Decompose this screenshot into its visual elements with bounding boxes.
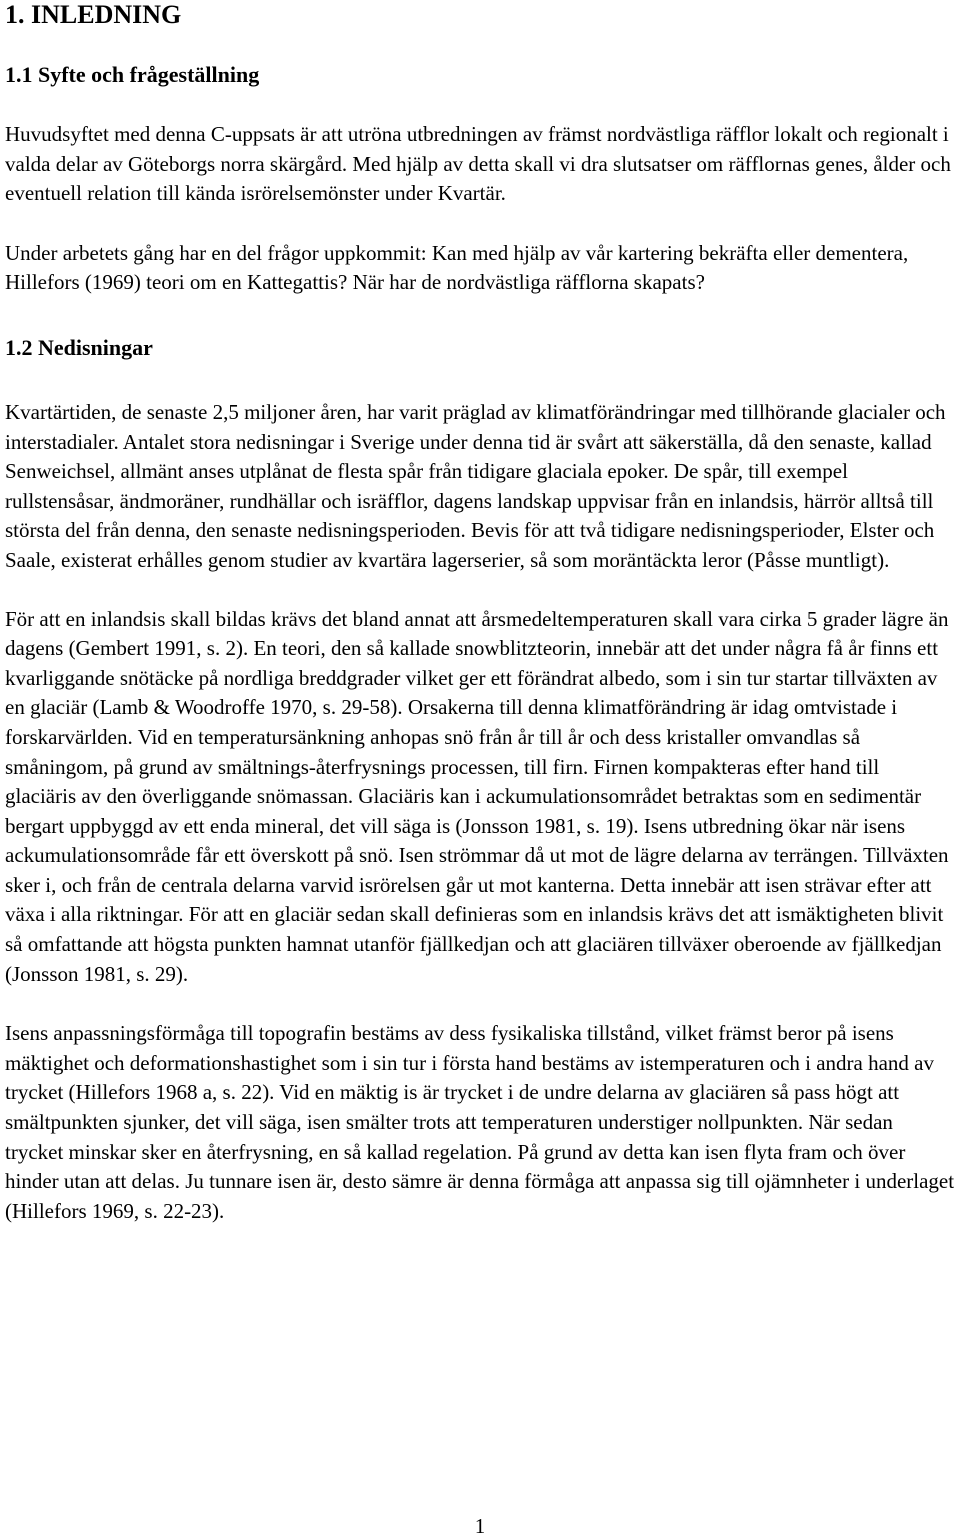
section-heading-nedisningar: 1.2 Nedisningar — [5, 334, 153, 360]
paragraph-syfte: Huvudsyftet med denna C-uppsats är att utröna utbredningen av främst nordvästliga räfflor lokalt och regionalt i valda delar av Göteborgs norra skärgård. Med hjälp av detta skall vi dra slutsatser om räfflornas genes, ålder och eventuell relation till kända isrörelsemönster under Kvartär. — [5, 122, 951, 206]
paragraph-fragor: Under arbetets gång har en del frågor uppkommit: Kan med hjälp av vår kartering bekräfta eller dementera, Hillefors (1969) teori om en Kattegattis? När har de nordvästliga räfflorna skapats? — [5, 240, 909, 295]
paragraph-kvartartiden: Kvartärtiden, de senaste 2,5 miljoner åren, har varit präglad av klimatförändringar med tillhörande glacialer och interstadialer. Antalet stora nedisningar i Sverige under denna tid är svårt att säkerställa, då den senaste, kallad Senweichsel, allmänt anses utplånat de flesta spår från tidigare glaciala epoker. De spår, till exempel rullstensåsar, ändmoräner, rundhällar och isräfflor, dagens landskap uppvisar från en inlandsis, härrör alltså till största del från denna, den senaste nedisningsperioden. Bevis för att två tidigare nedisningsperioder, Elster och Saale, existerat erhålles genom studier av kvartära lagerserier, så som moräntäckta leror (Påsse muntligt). — [5, 399, 946, 572]
page-number: 1 — [474, 1514, 486, 1538]
paragraph-inlandsis-bildning: För att en inlandsis skall bildas krävs det bland annat att årsmedeltemperaturen skall vara cirka 5 grader lägre än dagens (Gembert 1991, s. 2). En teori, den så kallade snowblitzteorin, innebär att det under några få år finns ett kvarliggande snötäcke på nordliga breddgrader vilket ger ett förändrat albedo, som i sin tur startar tillväxten av en glaciär (Lamb & Woodroffe 1970, s. 29-58). Orsakerna till denna klimatförändring är idag omtvistade i forskarvärlden. Vid en temperatursänkning anhopas snö från år till år och dess kristaller omvandlas så småningom, på grund av smältnings-återfrysnings processen, till firn. Firnen kompakteras efter hand till glaciäris av den överliggande snömassan. Glaciäris kan i ackumulationsområdet betraktas som en sedimentär bergart uppbyggd av ett enda mineral, det vill säga is (Jonsson 1981, s. 19). Isens utbredning ökar när isens ackumulationsområde får ett överskott på snö. Isen strömmar då ut mot de lägre delarna av terrängen. Tillväxten sker i, och från de centrala delarna varvid isrörelsen går ut mot kanterna. Detta innebär att isen strävar efter att växa i alla riktningar. För att en glaciär sedan skall definieras som en inlandsis krävs det att ismäktigheten blivit så omfattande att högsta punkten hamnat utanför fjällkedjan och att glaciären tillväxer oberoende av fjällkedjan (Jonsson 1981, s. 29). — [5, 606, 949, 986]
paragraph-anpassningsformaga: Isens anpassningsförmåga till topografin bestäms av dess fysikaliska tillstånd, vilket främst beror på isens mäktighet och deformationshastighet som i sin tur i första hand bestäms av istemperaturen och i andra hand av trycket (Hillefors 1968 a, s. 22). Vid en mäktig is är trycket i de undre delarna av glaciären så pass högt att smältpunkten sjunker, det vill säga, isen smälter trots att temperaturen understiger nollpunkten. När sedan trycket minskar sker en återfrysning, en så kallad regelation. På grund av detta kan isen flyta fram och över hinder utan att delas. Ju tunnare isen är, desto sämre är denna förmåga att anpassa sig till ojämnheter i underlaget (Hillefors 1969, s. 22-23). — [5, 1021, 955, 1223]
document-page — [5, 0, 955, 1226]
chapter-heading: 1. INLEDNING — [5, 0, 182, 29]
section-heading-syfte: 1.1 Syfte och frågeställning — [5, 62, 260, 87]
